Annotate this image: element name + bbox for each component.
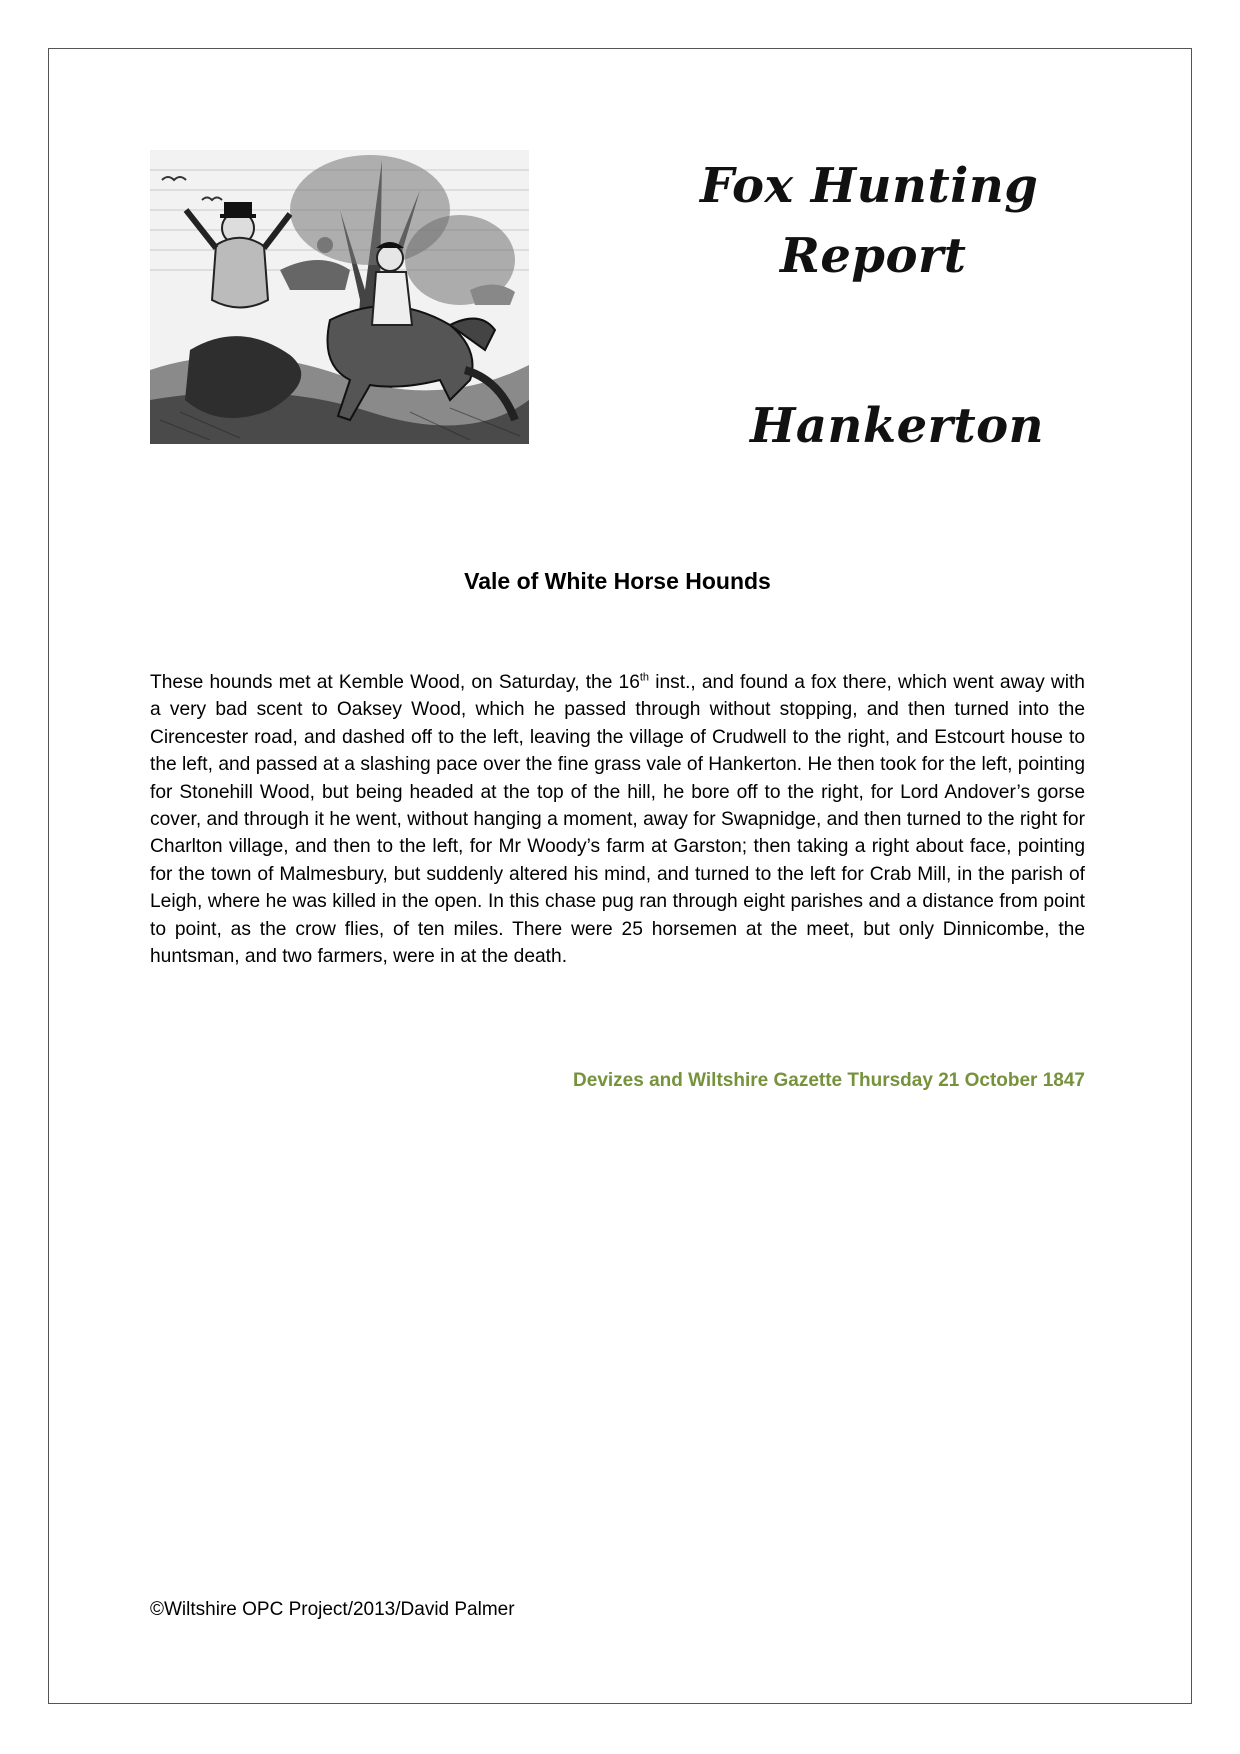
copyright-notice: ©Wiltshire OPC Project/2013/David Palmer [150, 1599, 515, 1620]
section-heading: Vale of White Horse Hounds [464, 568, 771, 594]
title-block [640, 150, 1110, 460]
ordinal-suffix: th [639, 671, 650, 684]
page-title-report: Report [780, 228, 967, 284]
fox-hunting-engraving-icon [150, 150, 529, 444]
place-name: Hankerton [750, 398, 1045, 454]
article-text-rest: inst., and found a fox there, which went away with a very bad scent to Oaksey Wood, which he passed through without stopping, and then turned into the Cirencester road, and dashed off to the left, leaving the village of Crudwell to the right, and Estcourt house to the left, and passed at a slashing pace over the fine grass vale of Hankerton. He then took for the left, pointing for Stonehill Wood, but being headed at the top of the hill, he bore off to the right, for Lord Andover’s gorse cover, and through it he went, without hanging a moment, away for Swapnidge, and then turned to the right for Charlton village, and then to the left, for Mr Woody’s farm at Garston; then taking a right about face, pointing for the town of Malmesbury, but suddenly altered his mind, and turned to the left for Crab Mill, in the parish of Leigh, where he was killed in the open. In this chase pug ran through eight parishes and a distance from point to point, as the crow flies, of ten miles. There were 25 horsemen at the meet, but only Dinnicombe, the huntsman, and two farmers, were in at the death. [150, 672, 1085, 968]
page-title: Fox Hunting [700, 158, 1039, 214]
source-citation: Devizes and Wiltshire Gazette Thursday 21 October 1847 [573, 1070, 1085, 1091]
article-paragraph [150, 669, 1085, 970]
article-text-start: These hounds met at Kemble Wood, on Saturday, the 16 [150, 672, 640, 693]
